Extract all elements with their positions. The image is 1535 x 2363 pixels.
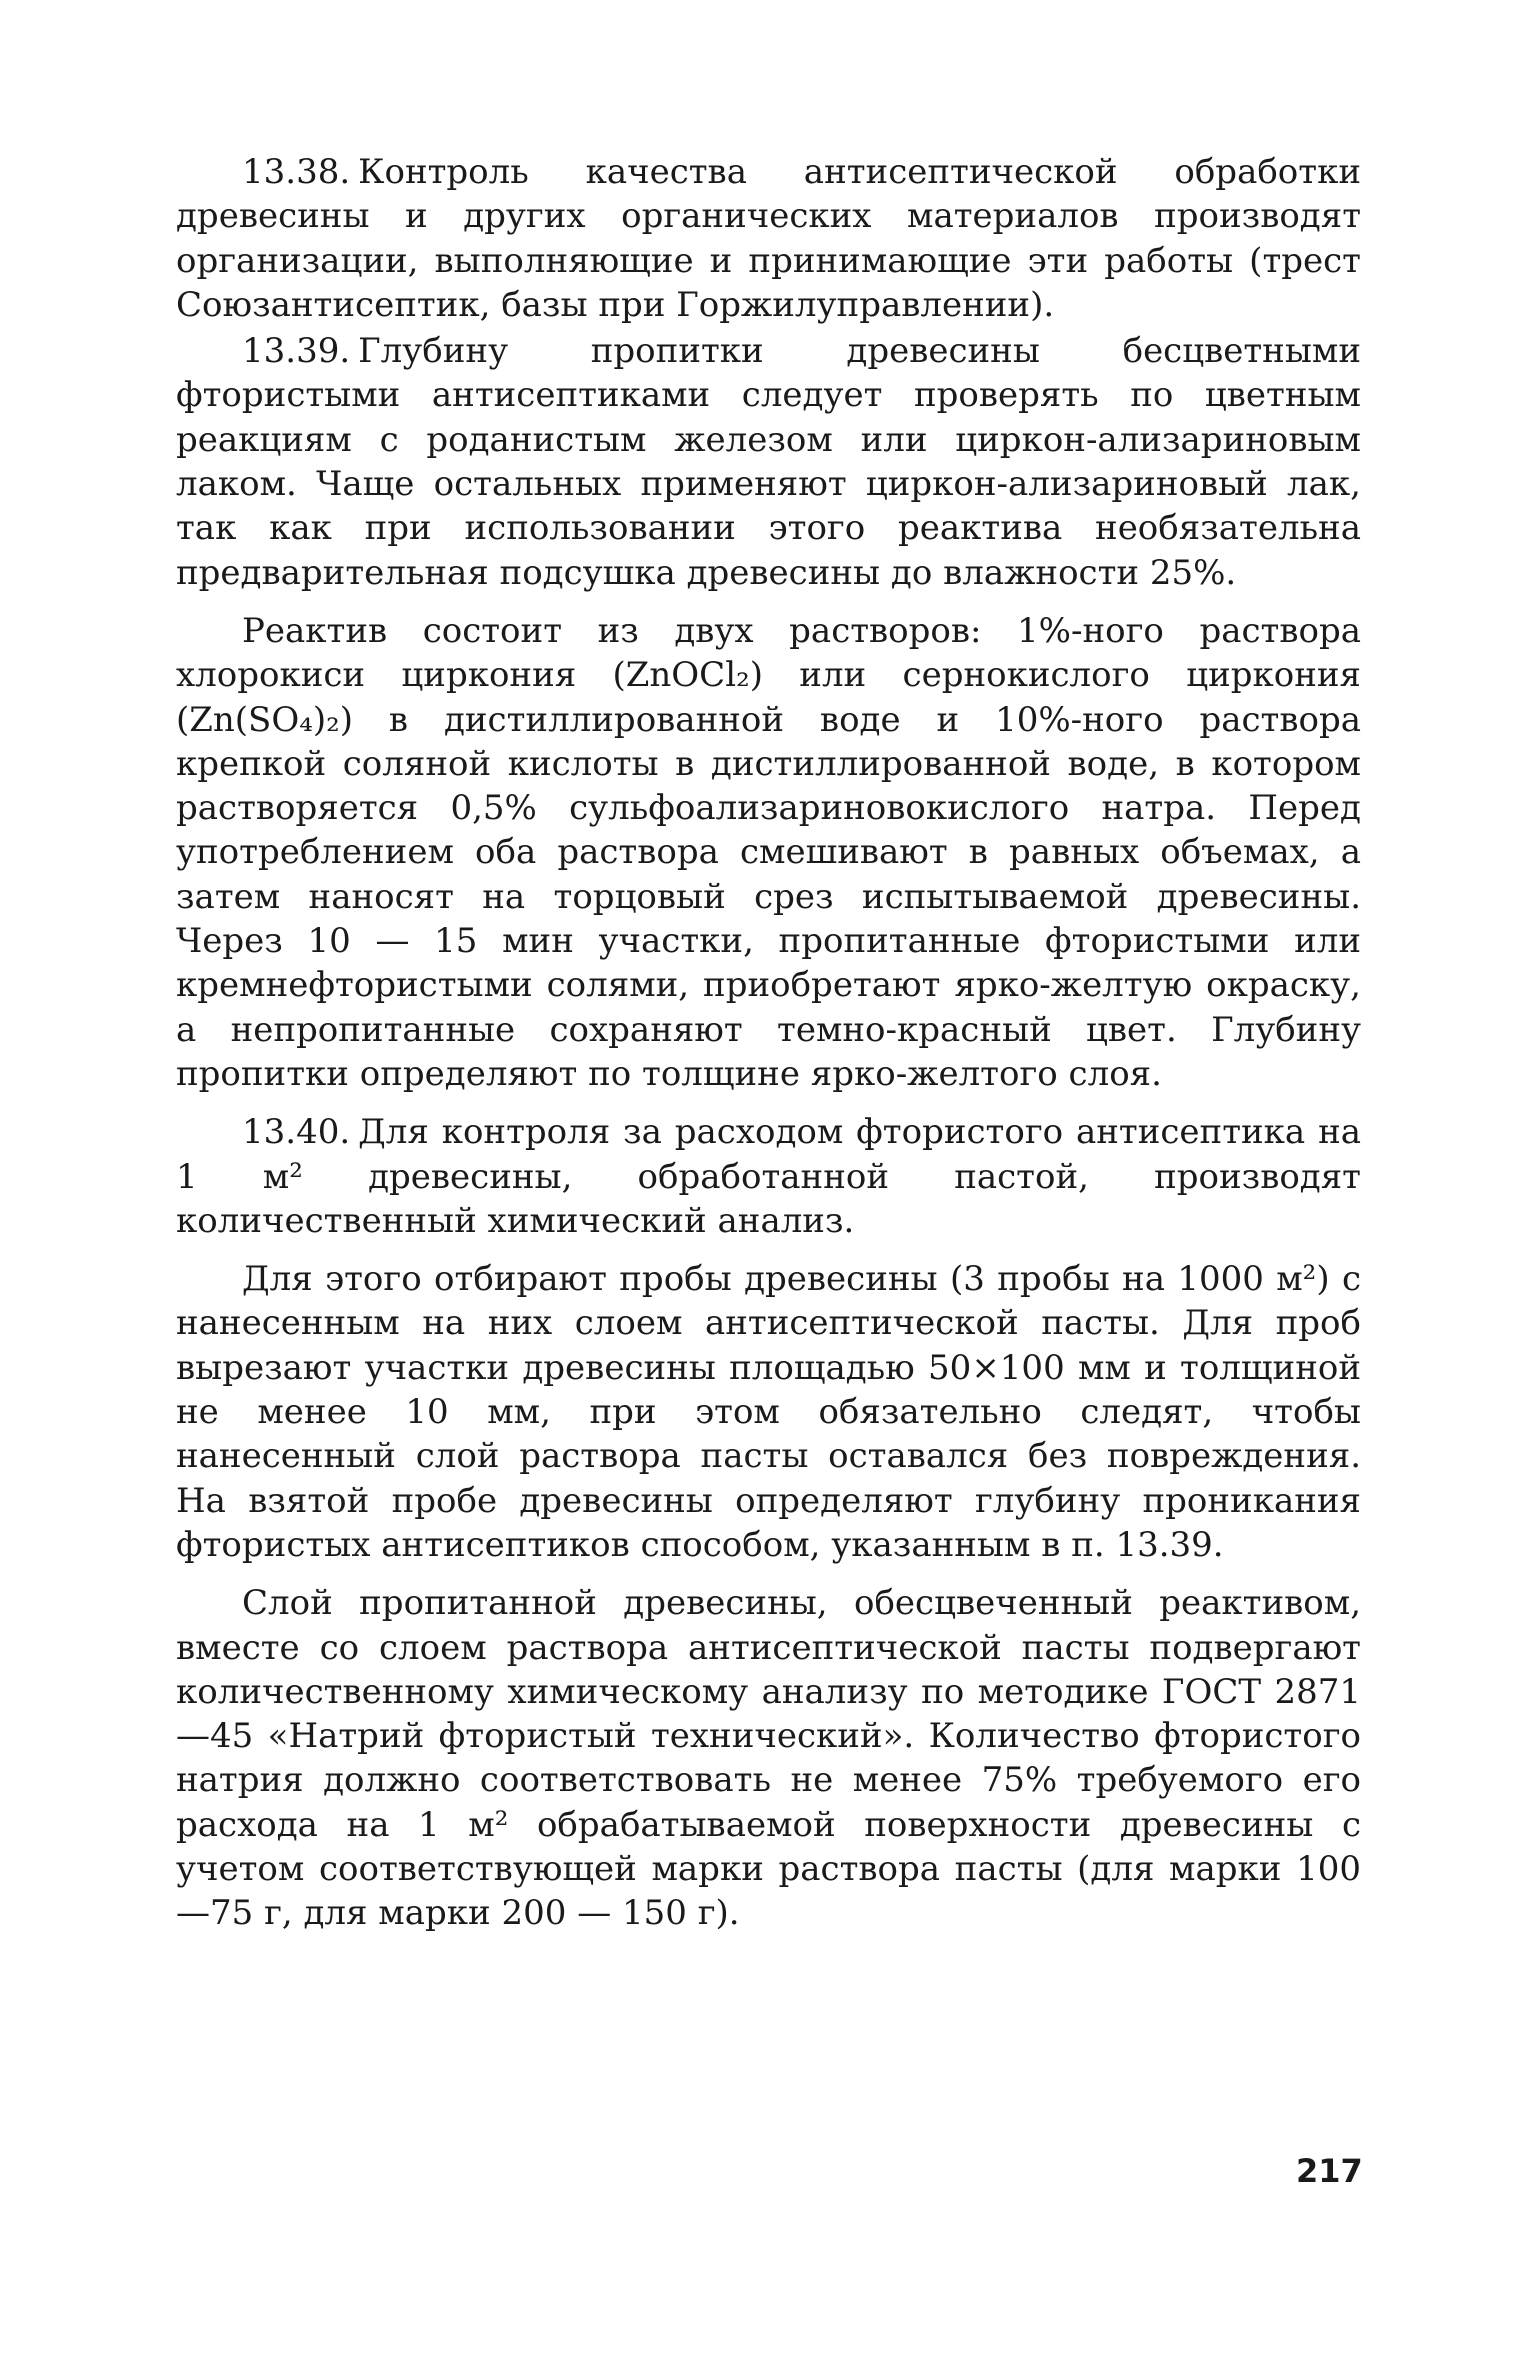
paragraph-13-39	[176, 329, 1361, 595]
paragraph-sampling	[176, 1257, 1361, 1567]
paragraph-analysis	[176, 1581, 1361, 1935]
paragraph-text: Для этого отбирают пробы древесины (3 пробы на 1000 м²) с нанесенным на них слоем антисептической пасты. Для проб вырезают участки древесины площадью 50×100 мм и толщиной не менее 10 мм, при этом обязательно следят, чтобы нанесенный слой раствора пасты оставался без повреждения. На взятой пробе древесины определяют глубину проникания фтористых антисептиков способом, указанным в п. 13.39.	[176, 1259, 1361, 1565]
paragraph-text: Для контроля за расходом фтористого антисептика на 1 м² древесины, обработанной пастой, производят количественный химический анализ.	[176, 1112, 1361, 1241]
section-number: 13.40.	[242, 1112, 351, 1153]
paragraph-reagent	[176, 609, 1361, 1096]
paragraph-13-40	[176, 1110, 1361, 1243]
page-number: 217	[1296, 2152, 1363, 2190]
paragraph-text: Глубину пропитки древесины бесцветными фтористыми антисептиками следует проверять по цветным реакциям с роданистым железом или циркон-ализариновым лаком. Чаще остальных применяют циркон-ализариновый лак, так как при использовании этого реактива необязательна предварительная подсушка древесины до влажности 25%.	[176, 331, 1361, 593]
paragraph-text: Реактив состоит из двух растворов: 1%-ного раствора хлорокиси циркония (ZnOCl₂) или сернокислого циркония (Zn(SO₄)₂) в дистиллированной воде и 10%-ного раствора крепкой соляной кислоты в дистиллированной воде, в котором растворяется 0,5% сульфоализариновокислого натра. Перед употреблением оба раствора смешивают в равных объемах, а затем наносят на торцовый срез испытываемой древесины. Через 10 — 15 мин участки, пропитанные фтористыми или кремнефтористыми солями, приобретают ярко-желтую окраску, а непропитанные сохраняют темно-красный цвет. Глубину пропитки определяют по толщине ярко-желтого слоя.	[176, 610, 1361, 1094]
paragraph-text: Слой пропитанной древесины, обесцвеченный реактивом, вместе со слоем раствора антисептической пасты подвергают количественному химическому анализу по методике ГОСТ 2871—45 «Натрий фтористый технический». Количество фтористого натрия должно соответствовать не менее 75% требуемого его расхода на 1 м² обрабатываемой поверхности древесины с учетом соответствующей марки раствора пасты (для марки 100—75 г, для марки 200 — 150 г).	[176, 1583, 1361, 1934]
paragraph-text: Контроль качества антисептической обработки древесины и других органических материалов производят организации, выполняющие и принимающие эти работы (трест Союзантисептик, базы при Горжилуправлении).	[176, 152, 1361, 325]
paragraph-13-38	[176, 150, 1361, 327]
section-number: 13.39.	[242, 331, 351, 372]
page-body	[176, 150, 1361, 1950]
section-number: 13.38.	[242, 152, 351, 192]
